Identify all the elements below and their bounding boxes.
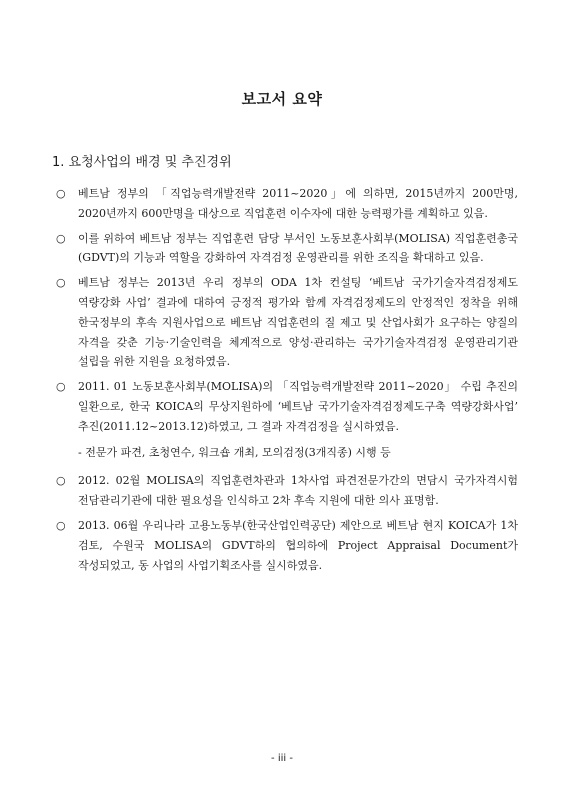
bullet-item — [56, 471, 518, 511]
bullet-text: 2011. 01 노동보훈사회부(MOLISA)의 「직업능력개발전략 2011~2020」 수립 추진의 일환으로, 한국 KOICA의 무상지원하에 ‘베트남 국가기술자격검정제도구축 역량강화사업’ 추진(2011.12~2013.12)하였고, 그 결과 자격검정을 실시하였음. — [78, 380, 518, 433]
bullet-text: 베트남 정부는 2013년 우리 정부의 ODA 1차 컨설팅 ‘베트남 국가기술자격검정제도 역량강화 사업’ 결과에 대하여 긍정적 평가와 함께 자격검정제도의 안정적인 정착을 위해 한국정부의 후속 지원사업으로 베트남 직업훈련의 질 제고 및 산업사회가 요구하는 양질의 자격을 갖춘 기능·기술인력을 체계적으로 양성·관리하는 국가기술자격검정 운영관리기관 설립을 위한 지원을 요청하였음. — [78, 276, 518, 369]
circle-bullet-icon: ○ — [56, 276, 66, 290]
circle-bullet-icon: ○ — [56, 231, 66, 245]
bullet-item — [56, 184, 518, 224]
bullet-text: 2013. 06월 우리나라 고용노동부(한국산업인력공단) 제안으로 베트남 현지 KOICA가 1차 검토, 수원국 MOLISA의 GDVT하의 협의하에 Project Appraisal Document가 작성되었고, 동 사업의 사업기획조사를 실시하였음. — [78, 518, 518, 572]
bullet-item — [56, 516, 518, 575]
bullet-item — [56, 229, 518, 269]
page-number: - iii - — [271, 753, 293, 764]
circle-bullet-icon: ○ — [56, 518, 66, 532]
circle-bullet-icon: ○ — [56, 187, 66, 200]
report-summary-title: 보고서 요약 — [241, 90, 323, 108]
bullet-item — [56, 377, 518, 436]
bullet-text: 이를 위하여 베트남 정부는 직업훈련 담당 부서인 노동보훈사회부(MOLISA) 직업훈련총국(GDVT)의 기능과 역할을 강화하여 자격검정 운영관리를 위한 조직을 확대하고 있음. — [78, 231, 518, 265]
sub-item-activities: - 전문가 파견, 초청연수, 워크숍 개최, 모의검정(3개직종) 시행 등 — [78, 445, 391, 459]
section-heading-background: 1. 요청사업의 배경 및 추진경위 — [52, 155, 232, 170]
circle-bullet-icon: ○ — [56, 474, 66, 488]
bullet-item — [56, 273, 518, 372]
bullet-text: 베트남 정부의 「직업능력개발전략 2011~2020」에 의하면, 2015년까지 200만명, 2020년까지 600만명을 대상으로 직업훈련 이수자에 대한 능력평가를 계획하고 있음. — [78, 187, 518, 220]
circle-bullet-icon: ○ — [56, 380, 66, 394]
section-content — [56, 184, 518, 580]
bullet-text: 2012. 02월 MOLISA의 직업훈련차관과 1차사업 파견전문가간의 면담시 국가자격시험 전담관리기관에 대한 필요성을 인식하고 2차 후속 지원에 대한 의사 표명함. — [78, 474, 518, 508]
